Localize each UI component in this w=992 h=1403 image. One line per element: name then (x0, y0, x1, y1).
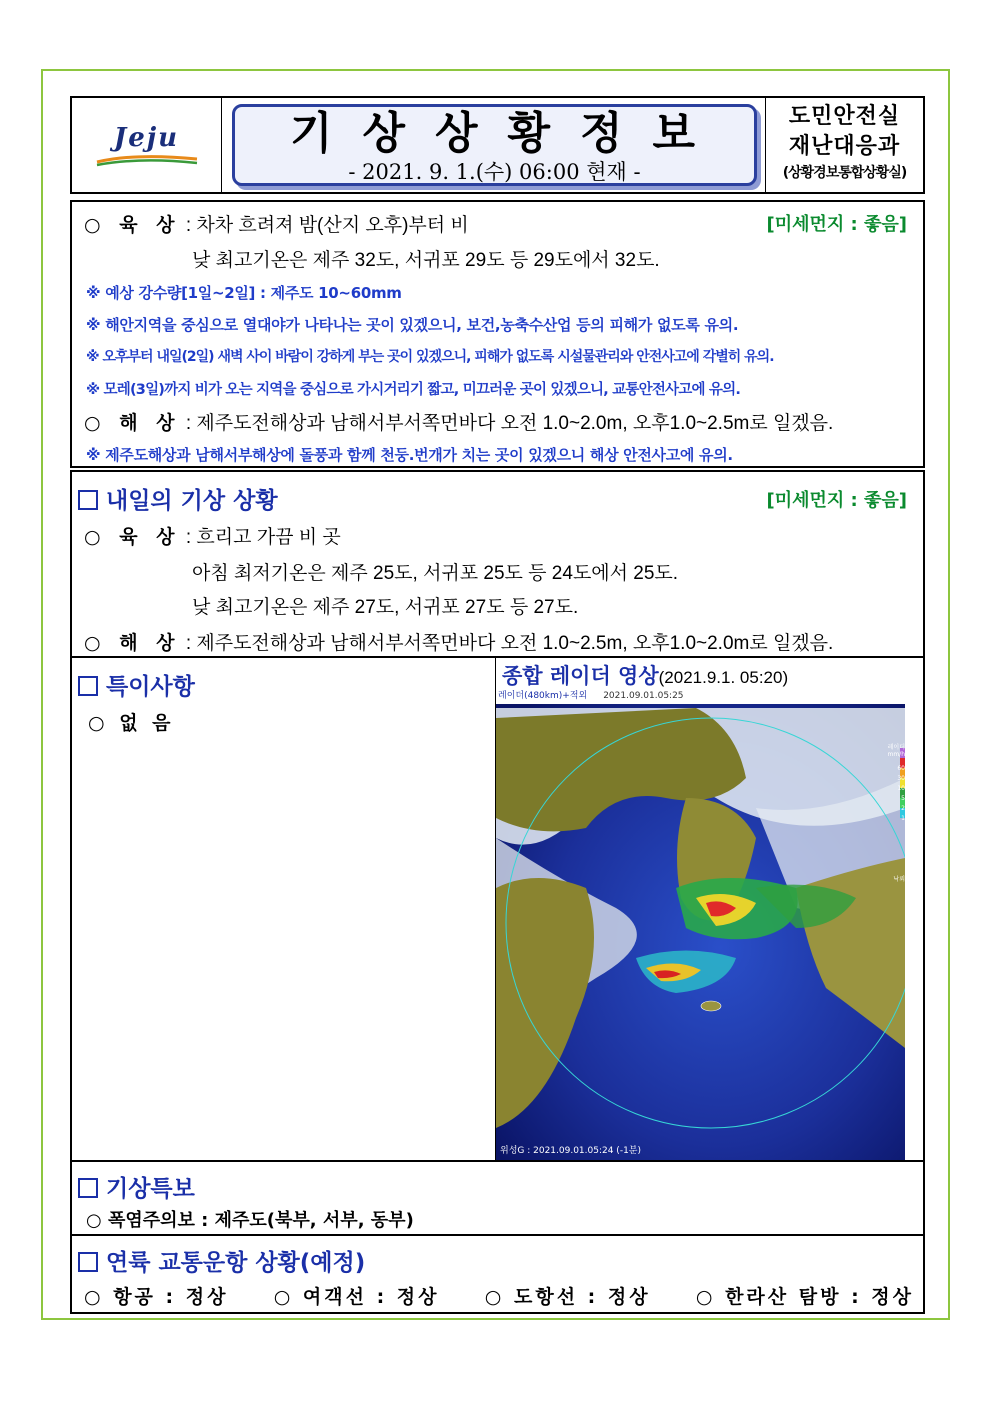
jeju-logo (95, 123, 199, 167)
traffic-section (70, 1234, 925, 1314)
legend-value: 60 (897, 765, 905, 772)
today-land-temp: 낮 최고기온은 제주 32도, 서귀포 29도 등 29도에서 32도. (192, 250, 660, 271)
radar-image (496, 688, 905, 1160)
today-note-1: ※ 예상 강수량[1일~2일] : 제주도 10~60mm (86, 284, 402, 302)
radar-head-label: 레이더(480km)+적외 (498, 691, 588, 701)
today-note-3: ※ 오후부터 내일(2일) 새벽 사이 바람이 강하게 부는 곳이 있겠으니, 피해가 없도록 시설물관리와 안전사고에 각별히 유의. (86, 349, 774, 365)
today-note-2: ※ 해안지역을 중심으로 열대야가 나타나는 곳이 있겠으니, 보건,농축수산업 등의 피해가 없도록 유의. (86, 316, 739, 334)
legend-unit: mm/h (887, 751, 905, 758)
tomorrow-land-label: ○ 육 상 (84, 526, 181, 548)
tomorrow-title-text: 내일의 기상 상황 (106, 488, 278, 514)
warning-title-text: 기상특보 (106, 1176, 195, 1202)
special-section (70, 656, 925, 1162)
traffic-ferry: ○ 여객선 : 정상 (273, 1286, 440, 1308)
radar-title (502, 660, 788, 690)
warning-item: ○ 폭염주의보 : 제주도(북부, 서부, 동부) (86, 1210, 414, 1231)
logo-cell (72, 98, 222, 192)
checkbox-square-icon (78, 1252, 98, 1272)
special-title-text: 특이사항 (106, 674, 195, 700)
legend-value: 5 (901, 795, 905, 802)
tomorrow-sea-label: ○ 해 상 (84, 632, 181, 654)
tomorrow-dust-badge: [미세먼지 : 좋음] (766, 490, 907, 511)
legend-value: 1 (901, 815, 905, 822)
radar-header (496, 688, 905, 704)
department-cell (765, 98, 923, 192)
tomorrow-land-min: 아침 최저기온은 제주 25도, 서귀포 25도 등 24도에서 25도. (192, 563, 679, 584)
traffic-title-text: 연륙 교통운항 상황(예정) (106, 1250, 366, 1276)
today-sea-text: : 제주도전해상과 남해서부서쪽먼바다 오전 1.0~2.0m, 오후1.0~2.5m로 일겠음. (185, 413, 834, 434)
radar-title-text: 종합 레이더 영상 (502, 664, 659, 688)
radar-legend (883, 742, 905, 883)
special-left-cell (72, 658, 496, 1160)
today-land-line (84, 210, 469, 237)
title-box (232, 104, 757, 186)
checkbox-square-icon (78, 490, 98, 510)
warning-title (78, 1170, 195, 1203)
page-title: 기상상황정보 (289, 108, 726, 159)
today-land-text: : 차차 흐려져 밤(산지 오후)부터 비 (185, 215, 469, 236)
legend-lightning: 낙뢰 (893, 876, 905, 883)
traffic-status-row (84, 1282, 914, 1309)
radar-footer: 위성G : 2021.09.01.05:24 (-1분) (500, 1146, 641, 1156)
today-section (70, 200, 925, 468)
today-sea-label: ○ 해 상 (84, 412, 181, 434)
legend-value: 30 (897, 775, 905, 782)
traffic-hallasan: ○ 한라산 탐방 : 정상 (695, 1286, 914, 1308)
checkbox-square-icon (78, 1178, 98, 1198)
legend-value: 10 (897, 785, 905, 792)
special-title (78, 668, 195, 701)
tomorrow-land-line (84, 522, 341, 549)
office-name: (상황경보통합상황실) (782, 165, 907, 181)
tomorrow-land-max: 낮 최고기온은 제주 27도, 서귀포 27도 등 27도. (192, 597, 579, 618)
traffic-title (78, 1244, 365, 1277)
checkbox-square-icon (78, 676, 98, 696)
tomorrow-sea-text: : 제주도전해상과 남해서부서쪽먼바다 오전 1.0~2.5m, 오후1.0~2.0m로 일겠음. (185, 633, 834, 654)
radar-time: (2021.9.1. 05:20) (658, 668, 789, 687)
radar-map-graphic (496, 688, 905, 1160)
legend-title: 레이더 (887, 744, 905, 751)
division-name: 재난대응과 (788, 134, 901, 159)
logo-swoosh-icon (95, 153, 199, 167)
header-table (70, 96, 925, 194)
traffic-air: ○ 항공 : 정상 (84, 1286, 229, 1308)
warning-section (70, 1160, 925, 1236)
radar-head-time: 2021.09.01.05:25 (603, 691, 684, 701)
logo-text: Jeju (113, 123, 180, 153)
tomorrow-section (70, 470, 925, 658)
tomorrow-sea-line (84, 628, 833, 655)
legend-value: 2 (901, 805, 905, 812)
tomorrow-title (78, 482, 278, 515)
department-name: 도민안전실 (788, 104, 901, 129)
tomorrow-land-text: : 흐리고 가끔 비 곳 (185, 527, 341, 548)
today-note-4: ※ 모레(3일)까지 비가 오는 지역을 중심으로 가시거리기 짧고, 미끄러운 곳이 있겠으니, 교통안전사고에 유의. (86, 382, 741, 398)
today-land-label: ○ 육 상 (84, 214, 181, 236)
traffic-island-ferry: ○ 도항선 : 정상 (484, 1286, 651, 1308)
today-dust-badge: [미세먼지 : 좋음] (766, 214, 907, 235)
legend-values (883, 764, 905, 824)
today-sea-note: ※ 제주도해상과 남해서부해상에 돌풍과 함께 천둥.번개가 치는 곳이 있겠으니 해상 안전사고에 유의. (86, 446, 733, 464)
special-item: ○ 없 음 (88, 712, 175, 734)
page-subtitle: - 2021. 9. 1.(수) 06:00 현재 - (348, 160, 641, 184)
today-sea-line (84, 408, 833, 435)
